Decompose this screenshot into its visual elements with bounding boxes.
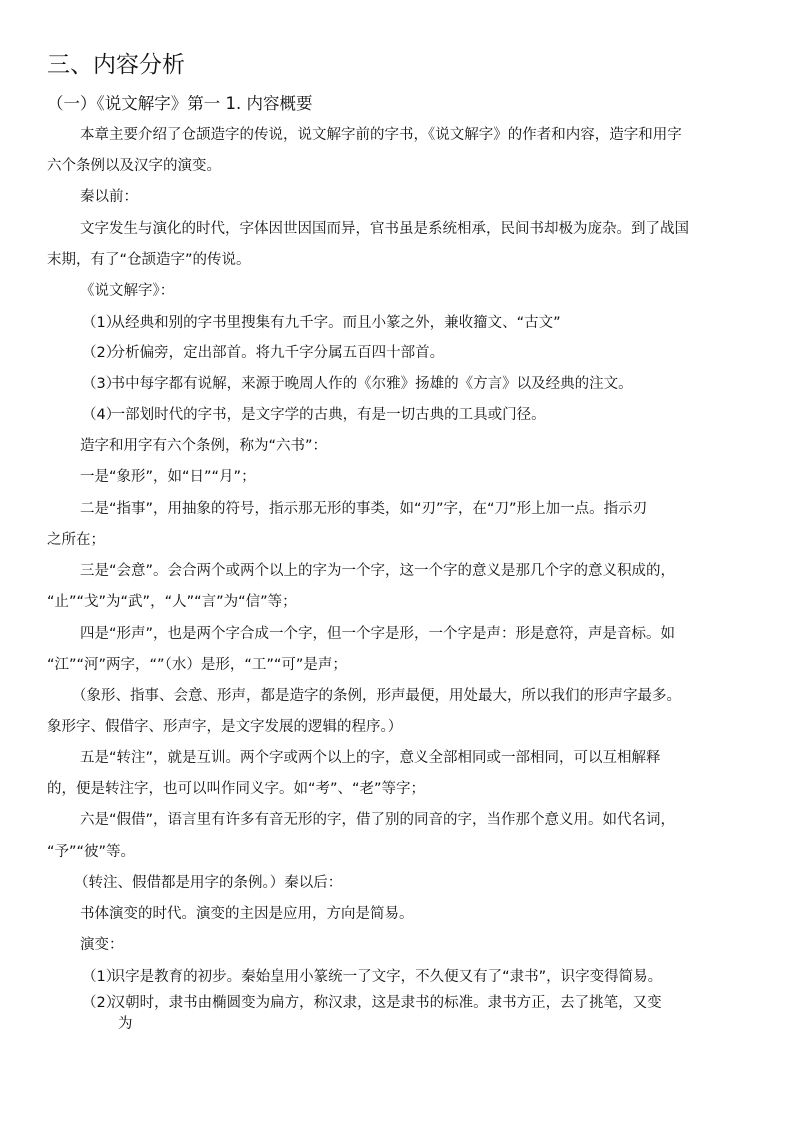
list-number: （4）	[82, 407, 121, 423]
paragraph-line: “止”“戈”为“武”，“人”“言”为“信”等；	[47, 594, 297, 610]
list-number: （1）	[82, 315, 121, 331]
paragraph-line: 四是“形声”，也是两个字合成一个字，但一个字是形，一个字是声：形是意符，声是音标。如	[80, 626, 676, 642]
paragraph-line: 的，便是转注字，也可以叫作同义字。如“考”、“老”等字；	[47, 781, 426, 797]
list-number: （2）	[82, 995, 121, 1011]
list-text: 汉朝时，隶书由椭圆变为扁方，称汉隶，这是隶书的标准。隶书方正，去了挑笔，又变	[110, 995, 662, 1011]
paragraph-line: 二是“指事”，用抽象的符号，指示那无形的事类，如“刃”字，在“刀”形上加一点。指示刃	[80, 501, 648, 517]
list-text: 识字是教育的初步。秦始皇用小篆统一了文字，不久便又有了“隶书”，识字变得简易。	[110, 969, 663, 985]
list-text: 分析偏旁，定出部首。将九千字分属五百四十部首。	[110, 345, 445, 361]
paragraph-line: （转注、假借都是用字的条例。）秦以后：	[74, 875, 343, 891]
paragraph-line: 末期，有了“仓颉造字”的传说。	[47, 252, 251, 268]
paragraph-line: 象形字、假借字、形声字，是文字发展的逻辑的程序。）	[47, 719, 403, 735]
paragraph-line: 一是“象形”，如“日”“月”；	[80, 469, 256, 485]
paragraph-line: 为	[118, 1016, 133, 1032]
paragraph-line: 书体演变的时代。演变的主因是应用，方向是简易。	[80, 906, 414, 922]
paragraph-line: “江”“河”两字，“”（水）是形，“工”“可”是声；	[47, 657, 347, 673]
section-title: 三、内容分析	[47, 52, 185, 78]
paragraph-line: 《说文解字》：	[80, 283, 175, 299]
paragraph-line: 六是“假借”，语言里有许多有音无形的字，借了别的同音的字，当作那个意义用。如代名词，	[80, 812, 676, 828]
list-item	[82, 374, 633, 394]
paragraph-line: 文字发生与演化的时代，字体因世因国而异，官书虽是系统相承，民间书却极为庞杂。到了战国	[80, 221, 689, 237]
list-item	[82, 405, 546, 425]
list-item	[82, 313, 561, 333]
subsection-title: （一）《说文解字》第一 1. 内容概要	[47, 94, 313, 113]
paragraph-line: 之所在；	[47, 532, 105, 548]
paragraph-line: 三是“会意”。会合两个或两个以上的字为一个字，这一个字的意义是那几个字的意义积成的，	[80, 563, 676, 579]
paragraph-line: 本章主要介绍了仓颉造字的传说，说文解字前的字书，《说文解字》的作者和内容，造字和用字	[80, 127, 682, 143]
list-number: （3）	[82, 376, 121, 392]
list-number: （2）	[82, 345, 121, 361]
paragraph-line: 秦以前：	[80, 189, 138, 205]
list-item	[82, 993, 662, 1013]
list-text: 一部划时代的字书，是文字学的古典，有是一切古典的工具或门径。	[110, 407, 546, 423]
list-text: 书中每字都有说解，来源于晚周人作的《尔雅》扬雄的《方言》以及经典的注文。	[110, 376, 633, 392]
paragraph-line: “予”“彼”等。	[47, 844, 136, 860]
paragraph-line: 演变：	[80, 937, 124, 953]
list-number: （1）	[82, 969, 121, 985]
list-item	[82, 343, 444, 363]
list-text: 从经典和别的字书里搜集有九千字。而且小篆之外，兼收籀文、“古文”	[110, 315, 561, 331]
paragraph-line: 造字和用字有六个条例，称为“六书”：	[80, 438, 328, 454]
paragraph-line: （象形、指事、会意、形声，都是造字的条例，形声最便，用处最大，所以我们的形声字最多。	[72, 688, 681, 704]
paragraph-line: 五是“转注”，就是互训。两个字或两个以上的字，意义全部相同或一部相同，可以互相解释	[80, 750, 661, 766]
paragraph-line: 六个条例以及汉字的演变。	[47, 158, 221, 174]
list-item	[82, 967, 662, 987]
